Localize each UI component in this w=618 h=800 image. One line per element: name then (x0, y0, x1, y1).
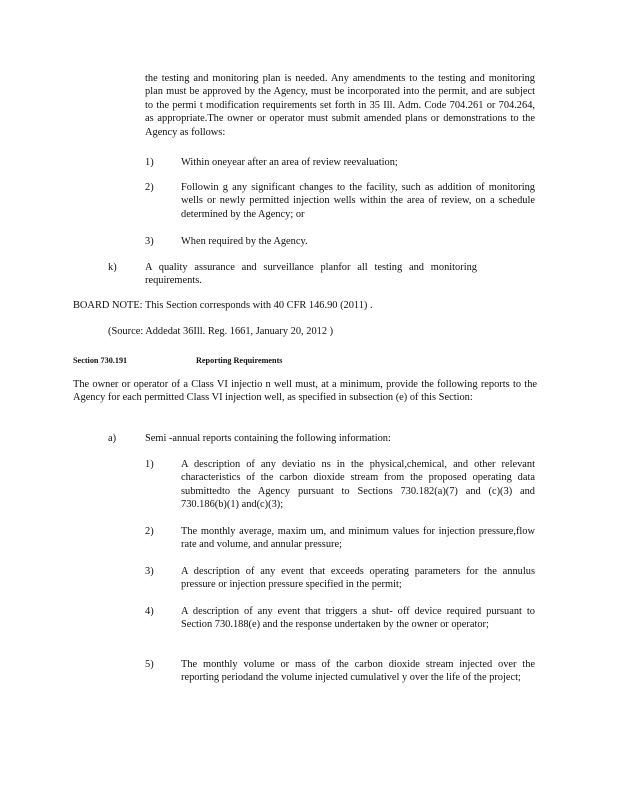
list-item-text: When required by the Agency. (181, 236, 308, 247)
list-item-text: A description of any event that triggers a shut- off device required pursuant to Section 730.188(e) and the response undertaken by the owner or operator; (181, 606, 535, 631)
board-note: BOARD NOTE: This Section corresponds with 40 CFR 146.90 (2011) . (73, 300, 373, 311)
item-k-text: A quality assurance and surveillance planfor all testing and monitoring requirements. (145, 262, 477, 287)
list-item-text: Followin g any significant changes to the facility, such as addition of monitoring wells or newly permitted injection wells within the area of review, on a schedule determined by the Agency; or (181, 182, 535, 220)
item-k-number: k) (108, 262, 117, 273)
list-item-number: 5) (145, 659, 154, 670)
section-number: Section 730.191 (73, 356, 128, 365)
list-item-text: A description of any deviatio ns in the physical,chemical, and other relevant characteristics of the carbon dioxide stream from the proposed operating data submittedto the Agency pursuant to Sections 730.182(a)(7) and (c)(3) and 730.186(b)(1) and(c)(3); (181, 459, 535, 511)
source-note: (Source: Addedat 36Ill. Reg. 1661, January 20, 2012 ) (108, 326, 334, 337)
item-a-text: Semi -annual reports containing the following information: (145, 433, 391, 444)
list-item-text: The monthly average, maxim um, and minimum values for injection pressure,flow rate and volume, and annular pressure; (181, 526, 535, 551)
list-item-text: The monthly volume or mass of the carbon dioxide stream injected over the reporting periodand the volume injected cumulativel y over the life of the project; (181, 659, 535, 684)
list-item-number: 1) (145, 157, 154, 168)
list-item-number: 2) (145, 526, 154, 537)
list-item-number: 4) (145, 606, 154, 617)
list-item-text: A description of any event that exceeds operating parameters for the annulus pressure or injection pressure specified in the permit; (181, 566, 535, 591)
section-intro: The owner or operator of a Class VI injectio n well must, at a minimum, provide the following reports to the Agency for each permitted Class VI injection well, as specified in subsection (e) of this Section: (73, 379, 537, 404)
list-item-text: Within oneyear after an area of review reevaluation; (181, 157, 398, 168)
intro-paragraph: the testing and monitoring plan is needed. Any amendments to the testing and monitoring plan must be approved by the Agency, must be incorporated into the permit, and are subject to the permi t modification requirements set forth in 35 Ill. Adm. Code 704.261 or 704.264, as appropriate.The owner or operator must submit amended plans or demonstrations to the Agency as follows: (145, 73, 535, 138)
item-a-number: a) (108, 433, 117, 444)
list-item-number: 3) (145, 566, 154, 577)
list-item-number: 2) (145, 182, 154, 193)
list-item-number: 3) (145, 236, 154, 247)
section-title: Reporting Requirements (196, 356, 283, 365)
list-item-number: 1) (145, 459, 154, 470)
